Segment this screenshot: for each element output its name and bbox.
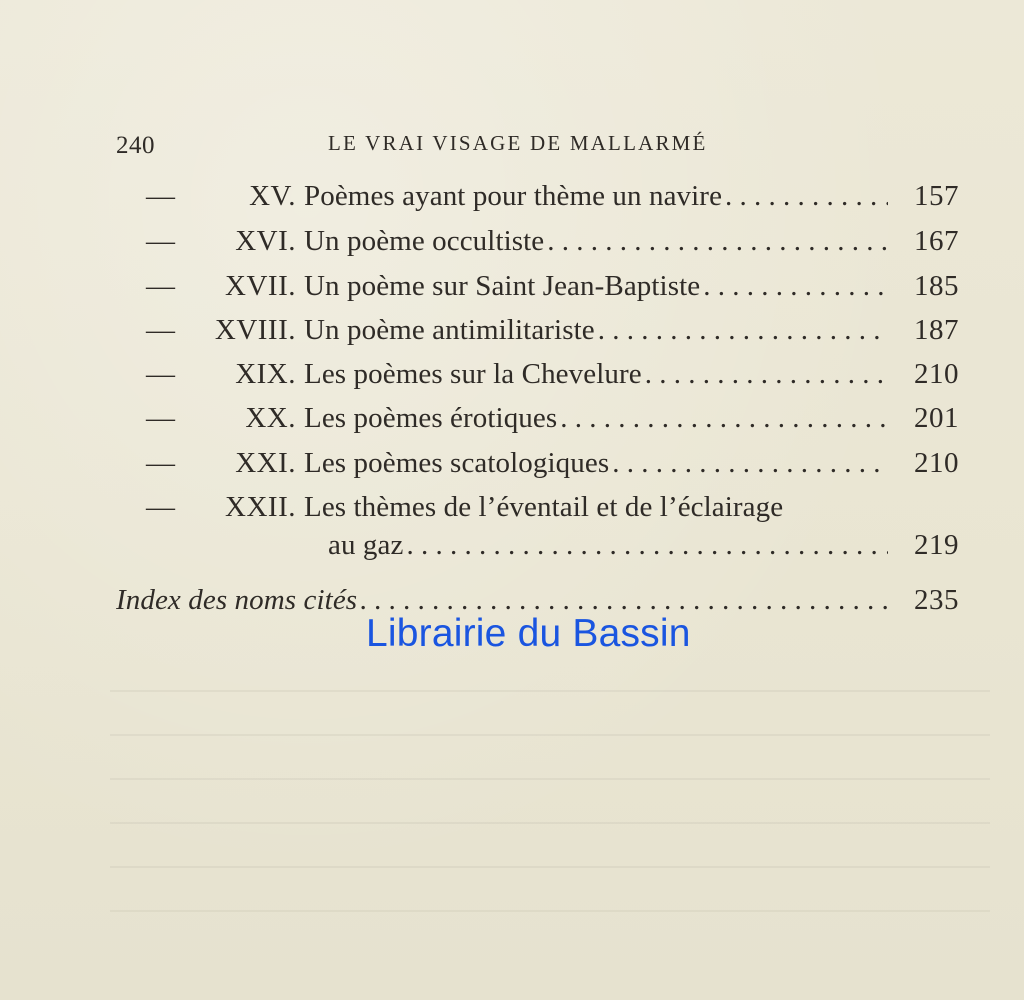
entry-line: [188, 225, 888, 258]
entry-dash: —: [146, 270, 175, 302]
toc-entry-xv: [0, 180, 1024, 220]
toc-entry-xxii: [0, 491, 1024, 531]
entry-dash: —: [146, 225, 175, 257]
chapter-title: Les thèmes de l’éventail et de l’éclairage: [304, 491, 784, 523]
entry-line: [328, 529, 888, 562]
dot-leader: [725, 180, 888, 213]
entry-line: [188, 180, 888, 213]
chapter-page: 201: [914, 402, 959, 434]
entry-dash: —: [146, 491, 175, 523]
index-page: 235: [914, 584, 959, 616]
dot-leader: [645, 358, 888, 391]
toc-entry-xvi: [0, 225, 1024, 265]
chapter-numeral: XVIII.: [214, 314, 296, 346]
chapter-page: 185: [914, 270, 959, 302]
entry-line: [188, 270, 888, 303]
index-title: Index des noms cités: [116, 584, 358, 616]
dot-leader: [612, 447, 888, 480]
chapter-numeral: XXI.: [235, 447, 296, 479]
entry-dash: —: [146, 402, 175, 434]
toc-entry-xvii: [0, 270, 1024, 310]
dot-leader: [598, 314, 888, 347]
chapter-page: 210: [914, 358, 959, 390]
chapter-page: 157: [914, 180, 959, 212]
chapter-title: Les poèmes scatologiques: [304, 447, 610, 479]
chapter-title: Un poème antimilitariste: [304, 314, 595, 346]
chapter-page: 210: [914, 447, 959, 479]
chapter-numeral: XVII.: [225, 270, 296, 302]
dot-leader: [547, 225, 888, 258]
entry-dash: —: [146, 180, 175, 212]
toc-entry-xx: [0, 402, 1024, 442]
chapter-page: 167: [914, 225, 959, 257]
chapter-title-continuation: au gaz: [328, 529, 404, 561]
running-head: LE VRAI VISAGE DE MALLARMÉ: [328, 131, 708, 155]
toc-entry-xxi: [0, 447, 1024, 487]
entry-dash: —: [146, 358, 175, 390]
chapter-page: 187: [914, 314, 959, 346]
chapter-numeral: XVI.: [235, 225, 296, 257]
entry-dash: —: [146, 314, 175, 346]
chapter-numeral: XX.: [245, 402, 296, 434]
dot-leader: [406, 529, 888, 562]
chapter-title: Un poème sur Saint Jean-Baptiste: [304, 270, 701, 302]
chapter-title: Poèmes ayant pour thème un navire: [304, 180, 723, 212]
entry-line: [188, 402, 888, 435]
page-header: [0, 127, 1024, 167]
chapter-numeral: XIX.: [235, 358, 296, 390]
entry-line: [188, 314, 888, 347]
entry-dash: —: [146, 447, 175, 479]
entry-line: [188, 358, 888, 391]
chapter-title: Les poèmes érotiques: [304, 402, 558, 434]
page-number: 240: [116, 132, 155, 159]
chapter-numeral: XXII.: [225, 491, 296, 523]
chapter-numeral: XV.: [249, 180, 296, 212]
entry-line: [188, 491, 888, 524]
show-through-text: [110, 690, 990, 980]
chapter-page: 219: [914, 529, 959, 561]
entry-line: [188, 447, 888, 480]
chapter-title: Un poème occultiste: [304, 225, 545, 257]
toc-entry-xviii: [0, 314, 1024, 354]
chapter-title: Les poèmes sur la Chevelure: [304, 358, 642, 390]
dot-leader: [703, 270, 888, 303]
toc-entry-xxii-continuation: [0, 529, 1024, 569]
dot-leader: [560, 402, 888, 435]
bookseller-watermark: Librairie du Bassin: [366, 612, 691, 655]
toc-entry-xix: [0, 358, 1024, 398]
